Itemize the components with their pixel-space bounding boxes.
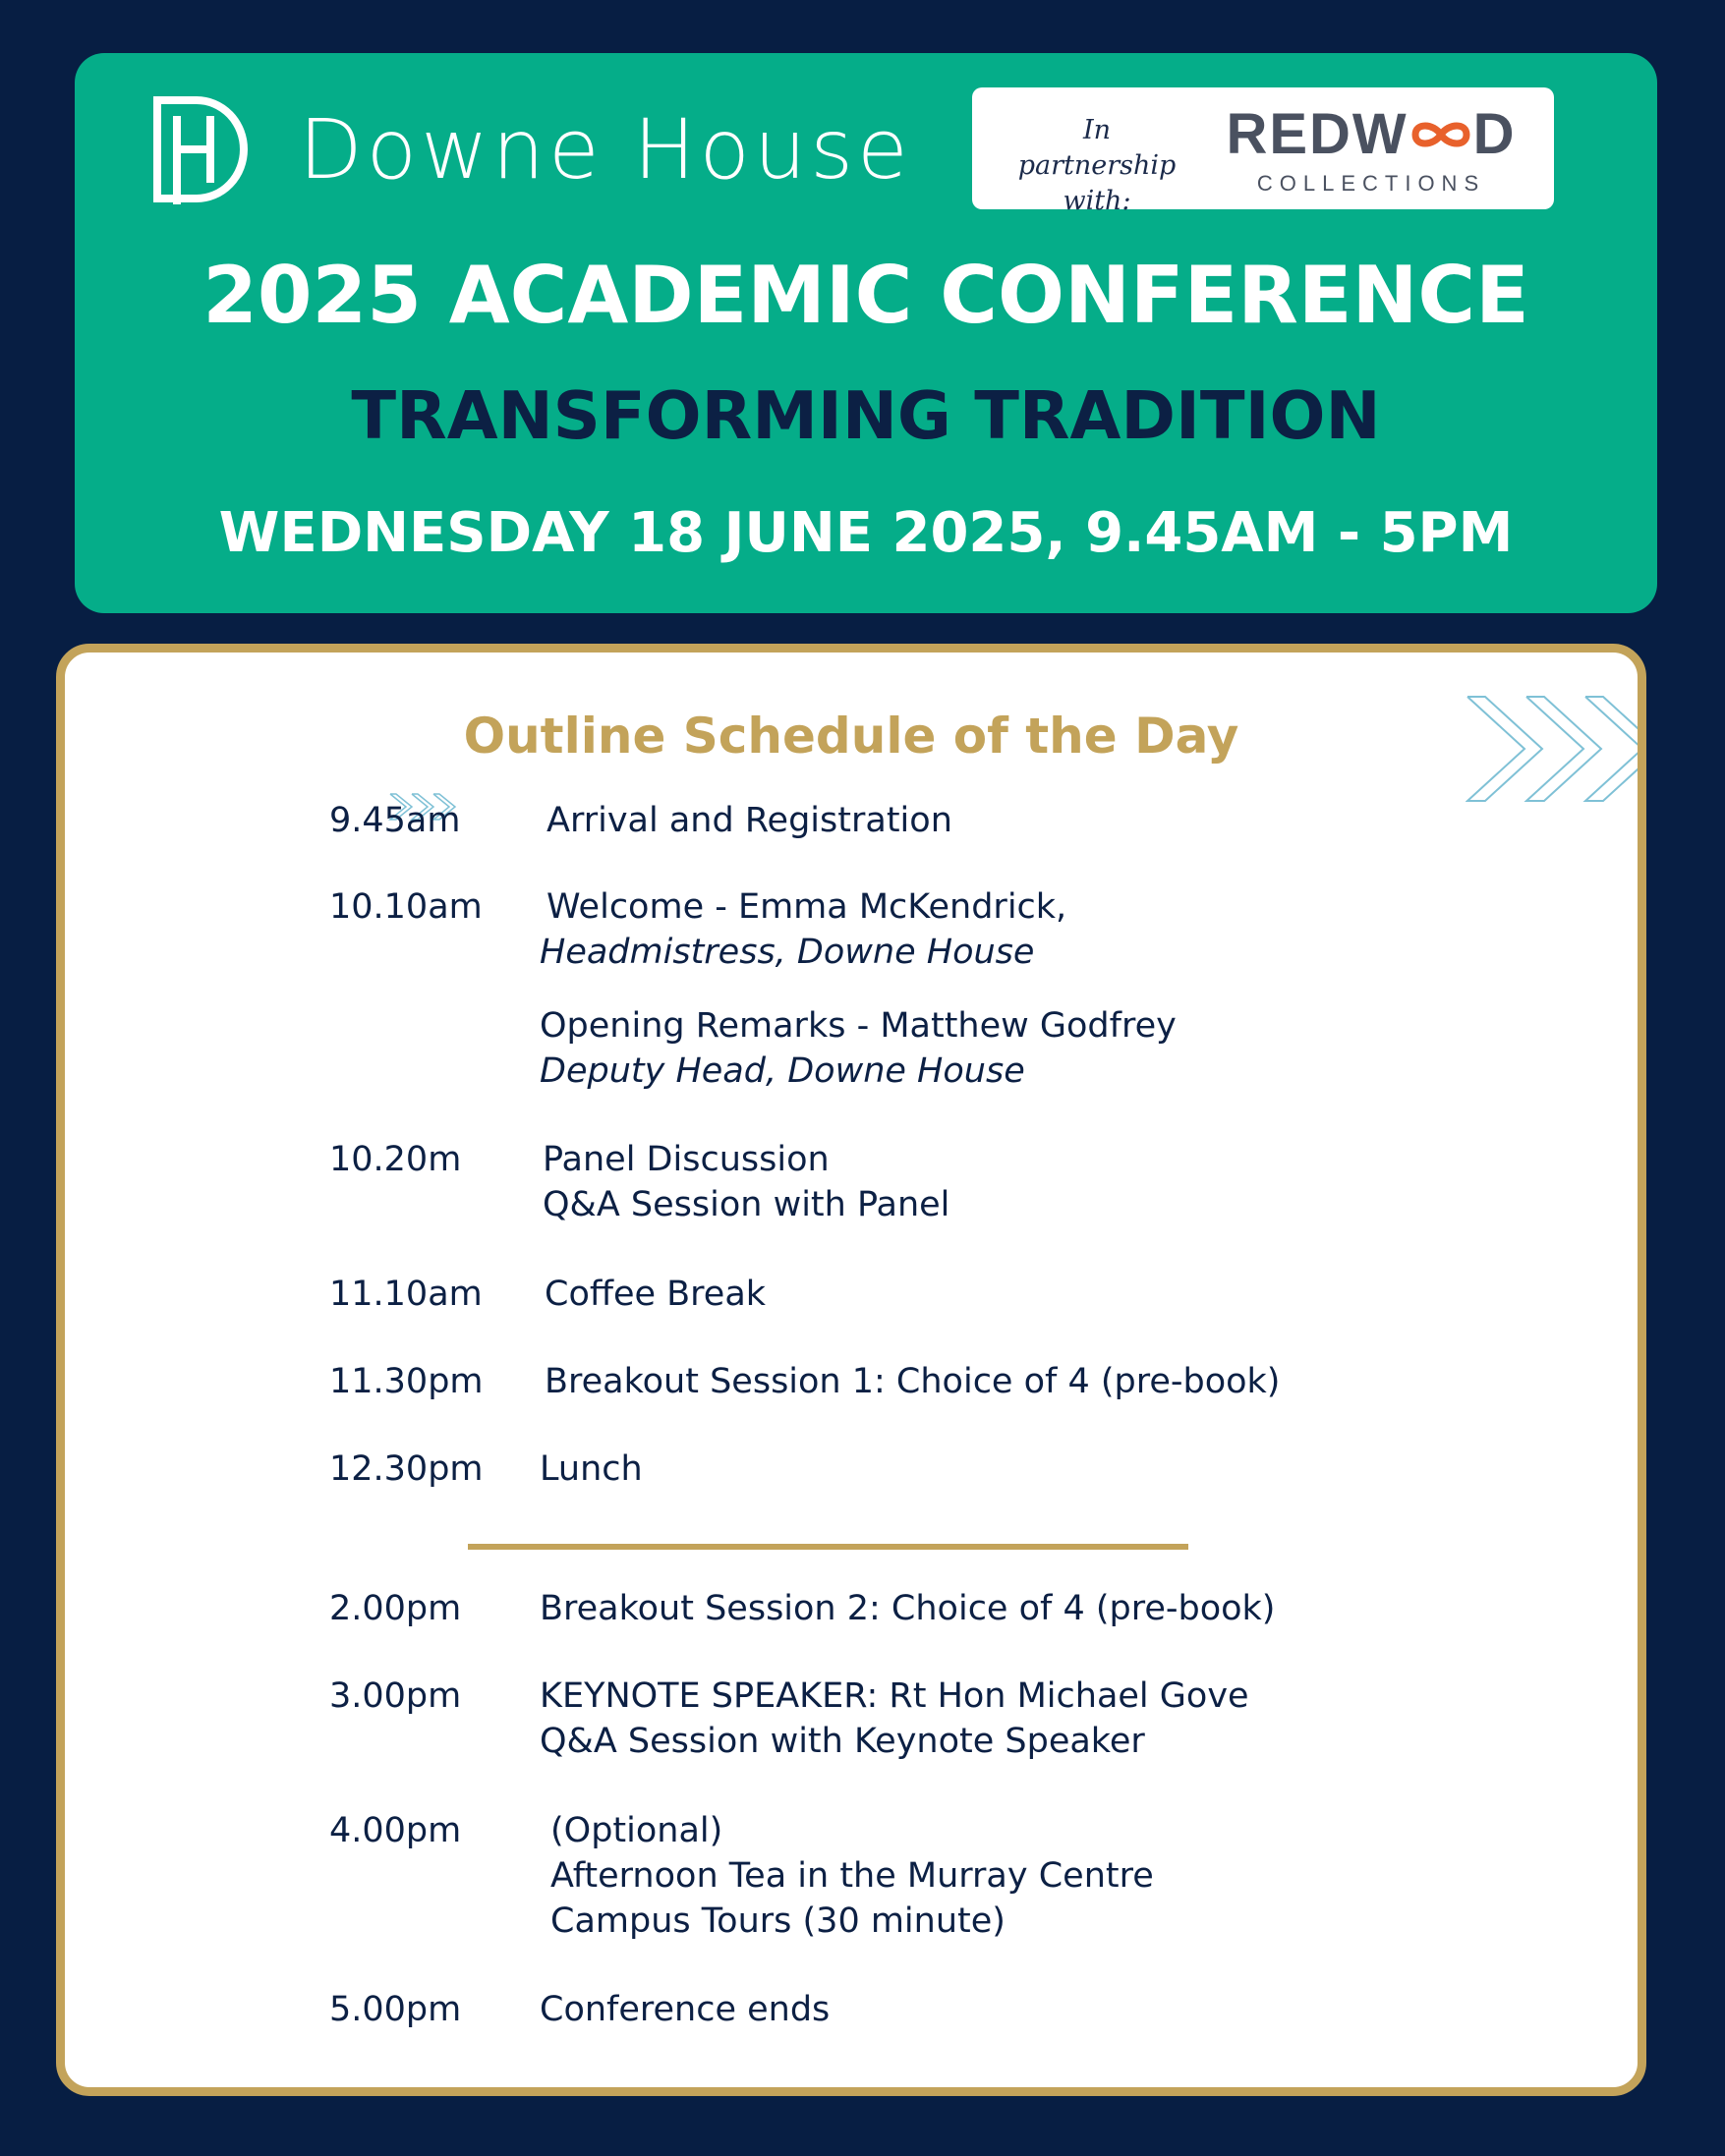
- schedule-event: [546, 798, 952, 843]
- schedule-event: [543, 1137, 949, 1227]
- schedule-time: 11.10am: [329, 1275, 483, 1314]
- event-line: Breakout Session 1: Choice of 4 (pre-book): [545, 1362, 1281, 1401]
- event-subline: Headmistress, Downe House: [540, 933, 1035, 972]
- redwood-name-part-1: REDW: [1226, 102, 1409, 166]
- schedule-time: 3.00pm: [329, 1676, 462, 1716]
- event-line: Afternoon Tea in the Murray Centre: [550, 1856, 1154, 1896]
- dh-monogram-icon: [151, 94, 248, 204]
- schedule-event: [545, 1272, 766, 1317]
- schedule-time: 11.30pm: [329, 1362, 484, 1401]
- event-line: Lunch: [540, 1449, 643, 1489]
- event-line: Breakout Session 2: Choice of 4 (pre-book): [540, 1589, 1276, 1628]
- redwood-name-part-2: D: [1472, 102, 1517, 166]
- schedule-time: 4.00pm: [329, 1811, 462, 1850]
- event-line: Welcome - Emma McKendrick,: [546, 887, 1067, 927]
- event-line: (Optional): [550, 1811, 723, 1850]
- schedule-event: [550, 1808, 1154, 1944]
- redwood-name: [1214, 101, 1528, 168]
- conference-subtitle: TRANSFORMING TRADITION: [351, 377, 1381, 454]
- logo-text: Downe House: [299, 101, 912, 198]
- conference-title: 2025 ACADEMIC CONFERENCE: [202, 250, 1529, 341]
- header-banner: [75, 53, 1657, 613]
- schedule-event: [540, 1003, 1177, 1094]
- partner-label-line-1: In partnership: [1017, 115, 1177, 181]
- event-line: KEYNOTE SPEAKER: Rt Hon Michael Gove: [540, 1676, 1249, 1716]
- schedule-time: 10.20m: [329, 1140, 462, 1179]
- schedule-event: [546, 884, 1066, 930]
- event-line: Q&A Session with Keynote Speaker: [540, 1722, 1145, 1761]
- partner-box: [972, 87, 1554, 216]
- schedule-event: [545, 1359, 1280, 1404]
- schedule-time: 10.10am: [329, 887, 483, 927]
- schedule-event: [540, 1674, 1249, 1764]
- schedule-event: [540, 1987, 830, 2032]
- downe-house-logo: [151, 90, 912, 208]
- event-line: Opening Remarks - Matthew Godfrey: [540, 1006, 1177, 1046]
- event-line: Campus Tours (30 minute): [550, 1901, 1006, 1941]
- schedule-event: [540, 1447, 643, 1492]
- event-line: Conference ends: [540, 1990, 831, 2029]
- schedule-event-sub: [540, 930, 1034, 975]
- redwood-logo: [1214, 101, 1528, 198]
- partner-label-line-2: with:: [1063, 186, 1131, 216]
- infinity-icon: [1409, 115, 1472, 154]
- event-line: Q&A Session with Panel: [543, 1185, 950, 1224]
- event-line: Coffee Break: [545, 1275, 767, 1314]
- redwood-sub: COLLECTIONS: [1256, 171, 1486, 196]
- conference-date: WEDNESDAY 18 JUNE 2025, 9.45AM - 5PM: [218, 501, 1514, 565]
- schedule-card: [56, 644, 1646, 2096]
- event-line: Panel Discussion: [543, 1140, 830, 1179]
- schedule-title: Outline Schedule of the Day: [463, 708, 1239, 765]
- schedule-time: 5.00pm: [329, 1990, 462, 2029]
- section-divider: [468, 1544, 1188, 1550]
- schedule-event: [540, 1586, 1275, 1631]
- event-line: Arrival and Registration: [546, 801, 952, 840]
- schedule-time: 9.45am: [329, 801, 461, 840]
- partner-label: [1009, 113, 1184, 219]
- event-subline: Deputy Head, Downe House: [540, 1051, 1025, 1091]
- schedule-time: 12.30pm: [329, 1449, 484, 1489]
- schedule-time: 2.00pm: [329, 1589, 462, 1628]
- chevrons-decoration-icon: [1466, 695, 1646, 803]
